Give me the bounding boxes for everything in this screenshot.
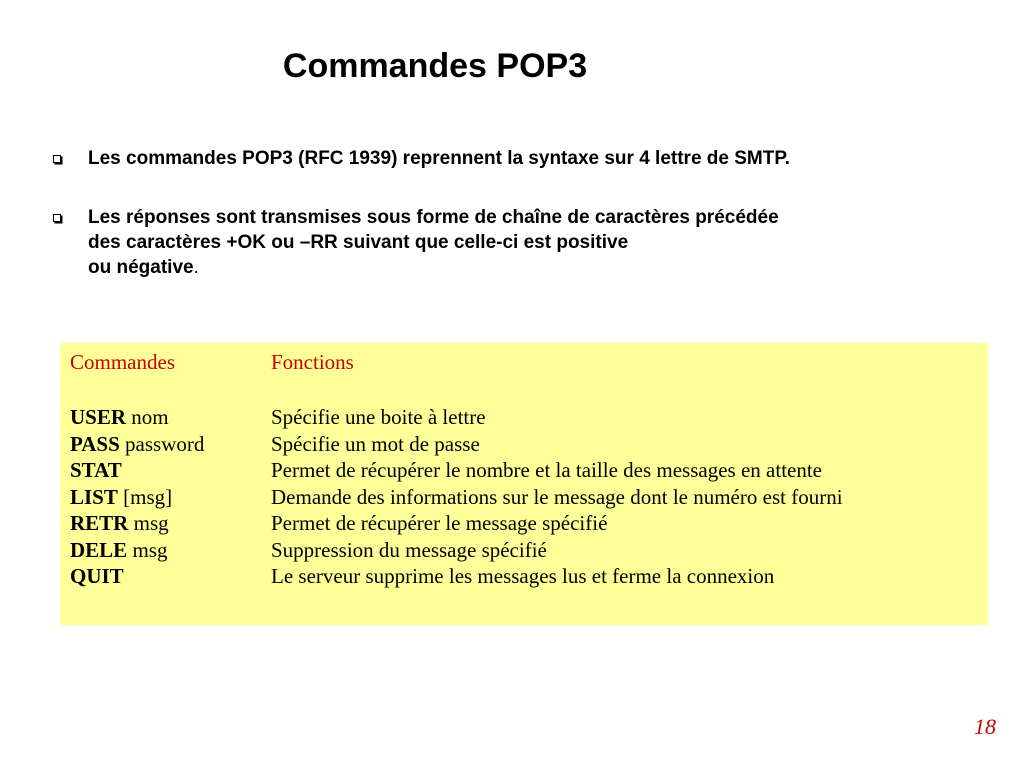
command-function: Permet de récupérer le message spécifié	[271, 511, 608, 535]
commands-list	[70, 404, 843, 590]
command-function: Permet de récupérer le nombre et la taille des messages en attente	[271, 458, 823, 482]
page-number: 18	[974, 714, 996, 739]
table-header	[70, 349, 354, 376]
square-bullet-icon	[53, 155, 61, 163]
table-row	[70, 404, 486, 431]
command-name: RETR	[70, 511, 129, 535]
command-arg: password	[119, 431, 205, 456]
bullet-item	[48, 146, 968, 171]
bullet-line: Les commandes POP3 (RFC 1939) reprennent la syntaxe sur 4 lettre de SMTP.	[88, 148, 790, 169]
command-arg: msg	[127, 537, 168, 562]
bullet-text	[88, 146, 968, 171]
table-row	[70, 484, 843, 511]
table-row	[70, 563, 775, 590]
table-row	[70, 457, 823, 484]
command-name: DELE	[70, 537, 128, 562]
command-name: LIST	[70, 484, 118, 509]
commands-table	[60, 343, 988, 625]
command-arg: msg	[128, 511, 169, 535]
command-function: Le serveur supprime les messages lus et ferme la connexion	[271, 564, 775, 588]
command-name: STAT	[70, 458, 122, 482]
command-function: Demande des informations sur le message dont le numéro est fourni	[271, 484, 843, 509]
bullet-line	[88, 255, 968, 280]
bullet-item	[48, 205, 968, 280]
bullet-line: Les réponses sont transmises sous forme de chaîne de caractères précédée	[88, 207, 779, 228]
bullet-line-text: ou négative	[88, 257, 194, 278]
command-name: QUIT	[70, 564, 124, 588]
command-name: PASS	[70, 431, 120, 456]
table-row	[70, 431, 480, 458]
command-function: Spécifie une boite à lettre	[271, 405, 486, 429]
table-row	[70, 537, 547, 564]
command-name: USER	[70, 405, 127, 429]
table-row	[70, 510, 608, 537]
bullet-line: des caractères +OK ou –RR suivant que celle-ci est positive	[88, 232, 629, 253]
header-commands: Commandes	[70, 350, 175, 374]
command-function: Spécifie un mot de passe	[271, 431, 480, 456]
bullet-period: .	[193, 257, 199, 278]
bullet-text	[88, 205, 968, 280]
bullet-list	[48, 146, 968, 280]
slide-title: Commandes POP3	[282, 47, 588, 85]
command-arg: [msg]	[117, 484, 173, 509]
header-functions: Fonctions	[271, 350, 354, 374]
command-function: Suppression du message spécifié	[271, 537, 547, 562]
square-bullet-icon	[53, 214, 61, 222]
command-arg: nom	[126, 405, 169, 429]
